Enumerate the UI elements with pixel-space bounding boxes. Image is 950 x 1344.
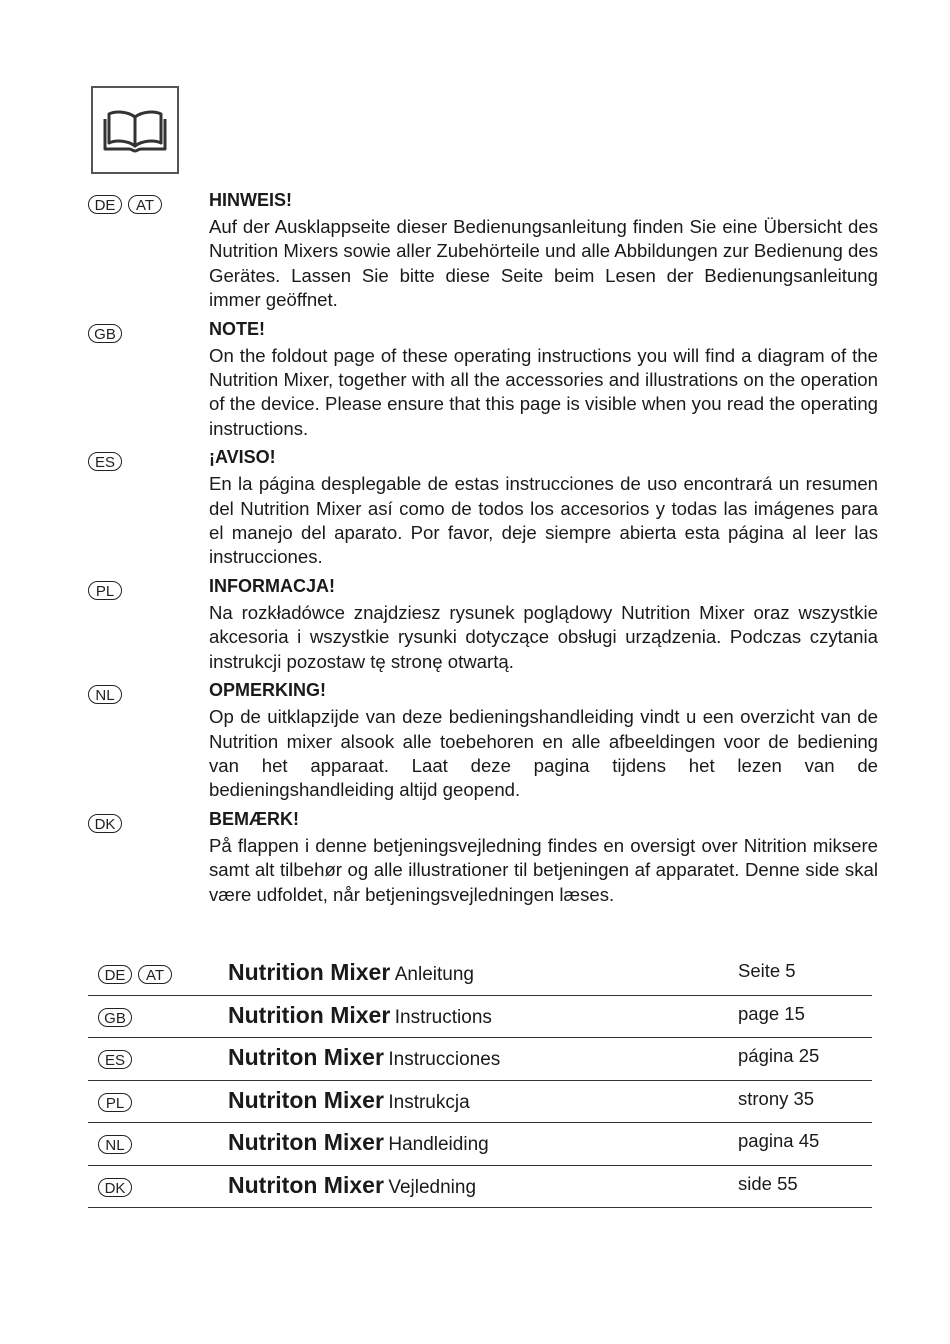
language-badges — [88, 195, 162, 214]
notice-dk — [88, 807, 878, 907]
notice-title: OPMERKING! — [209, 680, 326, 701]
page-reference: side 55 — [738, 1172, 798, 1194]
manual-type: Instructions — [394, 1006, 492, 1028]
toc-title — [228, 1129, 489, 1156]
read-manual-icon-box — [91, 86, 179, 174]
page-reference: Seite 5 — [738, 960, 796, 981]
notice-text: Na rozkładówce znajdziesz rysunek poglądowy Nutrition Mixer oraz wszystkie akcesoria i wszystkie rysunki dotyczące obsługi urządzenia. Podczas czytania instrukcji pozostaw tę stronę otwartą. — [209, 601, 878, 672]
notice-text: On the foldout page of these operating instructions you will find a diagram of the Nutrition Mixer, together with all the accessories and illustrations on the operation of the device. Please ensure that this page is visible when you read the operating instructions. — [209, 344, 878, 439]
language-table-of-contents — [88, 953, 872, 1208]
language-badges — [88, 581, 122, 600]
foldout-notice-list — [88, 186, 878, 911]
product-name: Nutrition Mixer — [228, 1001, 391, 1028]
toc-title — [228, 1172, 476, 1199]
product-name: Nutriton Mixer — [228, 1044, 384, 1070]
toc-row-es — [88, 1038, 872, 1081]
language-badges — [88, 452, 122, 471]
toc-title — [228, 1087, 470, 1114]
language-badge: DK — [98, 1178, 132, 1197]
language-badge: GB — [88, 324, 122, 343]
language-badge: PL — [88, 581, 122, 600]
toc-row-nl — [88, 1123, 872, 1166]
notice-title: BEMÆRK! — [209, 808, 299, 829]
notice-pl — [88, 574, 878, 674]
notice-text: Op de uitklapzijde van deze bedieningshandleiding vindt u een overzicht van de Nutrition mixer alsook alle toebehoren en alle afbeeldingen voor de bediening van het apparaat. Laat deze pagina tijdens het lezen van de bedieningshandleiding altijd geopend. — [209, 706, 878, 801]
notice-text: På flappen i denne betjeningsvejledning findes en oversigt over Nitrition miksere samt alt tilbehør og alle illustrationer til betjeningen af apparatet. Denne side skal være udfoldet, når betjeningsvejledningen læses. — [209, 834, 878, 905]
page-reference: pagina 45 — [738, 1130, 820, 1151]
notice-title: NOTE! — [209, 318, 265, 339]
toc-row-dk — [88, 1166, 872, 1209]
language-badge: DK — [88, 814, 122, 833]
language-badge: AT — [128, 195, 162, 214]
manual-type: Instrucciones — [388, 1049, 501, 1070]
notice-gb — [88, 317, 878, 442]
notice-title: HINWEIS! — [209, 190, 292, 210]
notice-title: ¡AVISO! — [209, 447, 276, 468]
language-badges — [88, 685, 122, 704]
language-badge: PL — [98, 1093, 132, 1112]
manual-type: Handleiding — [388, 1134, 489, 1155]
notice-es — [88, 445, 878, 570]
language-badges — [98, 1008, 132, 1027]
toc-title — [228, 1044, 500, 1071]
toc-row-de-at — [88, 953, 872, 996]
notice-text: Auf der Ausklappseite dieser Bedienungsanleitung finden Sie eine Übersicht des Nutrition Mixers sowie aller Zubehörteile und alle Abbildungen zur Bedienung des Gerätes. Lassen Sie bitte diese Seite beim Lesen der Bedienungsanleitung immer geöffnet. — [209, 216, 878, 311]
language-badges — [88, 324, 122, 343]
product-name: Nutriton Mixer — [228, 1086, 384, 1113]
language-badge: NL — [98, 1135, 132, 1154]
product-name: Nutriton Mixer — [228, 1171, 384, 1198]
language-badges — [88, 814, 122, 833]
language-badge: GB — [98, 1008, 132, 1027]
product-name: Nutrition Mixer — [228, 959, 391, 985]
manual-type: Instrukcja — [388, 1091, 470, 1113]
language-badge: NL — [88, 685, 122, 704]
language-badge: DE — [88, 195, 122, 214]
toc-title — [228, 959, 474, 986]
page-reference: página 25 — [738, 1045, 820, 1066]
language-badge: ES — [98, 1050, 132, 1069]
language-badge: DE — [98, 965, 132, 984]
language-badge: ES — [88, 452, 122, 471]
notice-nl — [88, 678, 878, 803]
notice-title: INFORMACJA! — [209, 575, 335, 596]
manual-type: Anleitung — [394, 964, 474, 985]
language-badges — [98, 1135, 132, 1154]
toc-row-gb — [88, 996, 872, 1039]
notice-text: En la página desplegable de estas instrucciones de uso encontrará un resumen del Nutrition Mixer así como de todos los accesorios y todas las imágenes para el manejo del aparato. Por favor, deje siempre abierta esta página al leer las instrucciones. — [209, 473, 878, 568]
manual-type: Vejledning — [388, 1176, 477, 1198]
toc-title — [228, 1002, 492, 1029]
language-badges — [98, 1178, 132, 1197]
open-book-icon — [103, 107, 167, 153]
page-reference: page 15 — [738, 1002, 805, 1024]
language-badges — [98, 965, 172, 984]
toc-row-pl — [88, 1081, 872, 1124]
notice-de-at — [88, 188, 878, 313]
language-badges — [98, 1093, 132, 1112]
page-reference: strony 35 — [738, 1087, 815, 1109]
product-name: Nutriton Mixer — [228, 1129, 384, 1155]
language-badge: AT — [138, 965, 172, 984]
language-badges — [98, 1050, 132, 1069]
